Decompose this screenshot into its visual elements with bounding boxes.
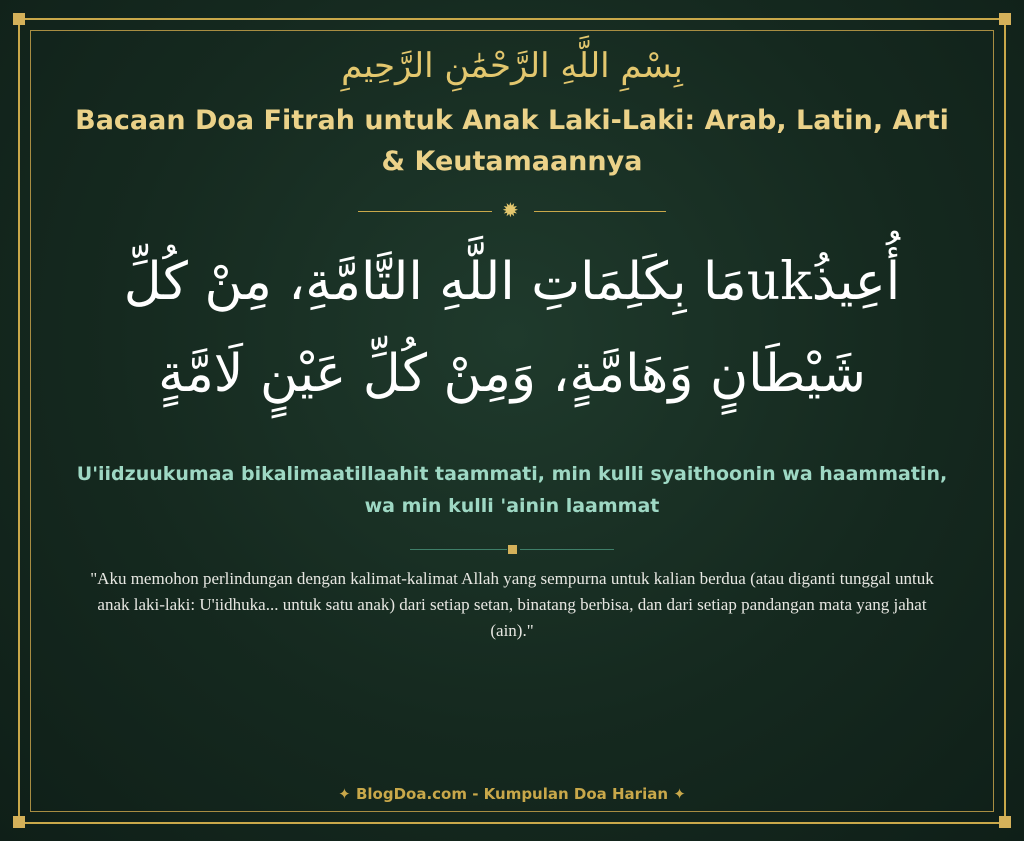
corner-ornament-top-left xyxy=(13,13,25,25)
corner-ornament-bottom-left xyxy=(13,816,25,828)
corner-ornament-bottom-right xyxy=(999,816,1011,828)
star-ornament-icon: ✹ xyxy=(502,198,519,222)
page-title: Bacaan Doa Fitrah untuk Anak Laki-Laki: Arab, Latin, Arti & Keutamaannya xyxy=(75,105,949,177)
corner-ornament-top-right xyxy=(999,13,1011,25)
translation-text: "Aku memohon perlindungan dengan kalimat-kalimat Allah yang sempurna untuk kalian berdua (atau diganti tunggal untuk anak laki-laki: U'iidhuka... untuk satu anak) dari setiap setan, binatang berbisa, dan dari setiap pandangan mata yang jahat (ain)." xyxy=(90,569,934,640)
diamond-ornament-icon xyxy=(508,545,517,554)
basmala-heading: بِسْمِ اللَّهِ الرَّحْمَٰنِ الرَّحِيمِ xyxy=(341,46,683,86)
latin-transliteration: U'iidzuukumaa bikalimaatillaahit taammati, min kulli syaithoonin wa haammatin, wa min kulli 'ainin laammat xyxy=(76,463,948,517)
arabic-prayer-text: أُعِيذُukمَا بِكَلِمَاتِ اللَّهِ التَّامَّةِ، مِنْ كُلِّ شَيْطَانٍ وَهَامَّةٍ، وَمِنْ كُلِّ عَيْنٍ لَامَّةٍ xyxy=(123,252,901,404)
footer-credit: ✦ BlogDoa.com - Kumpulan Doa Harian ✦ xyxy=(338,785,686,803)
